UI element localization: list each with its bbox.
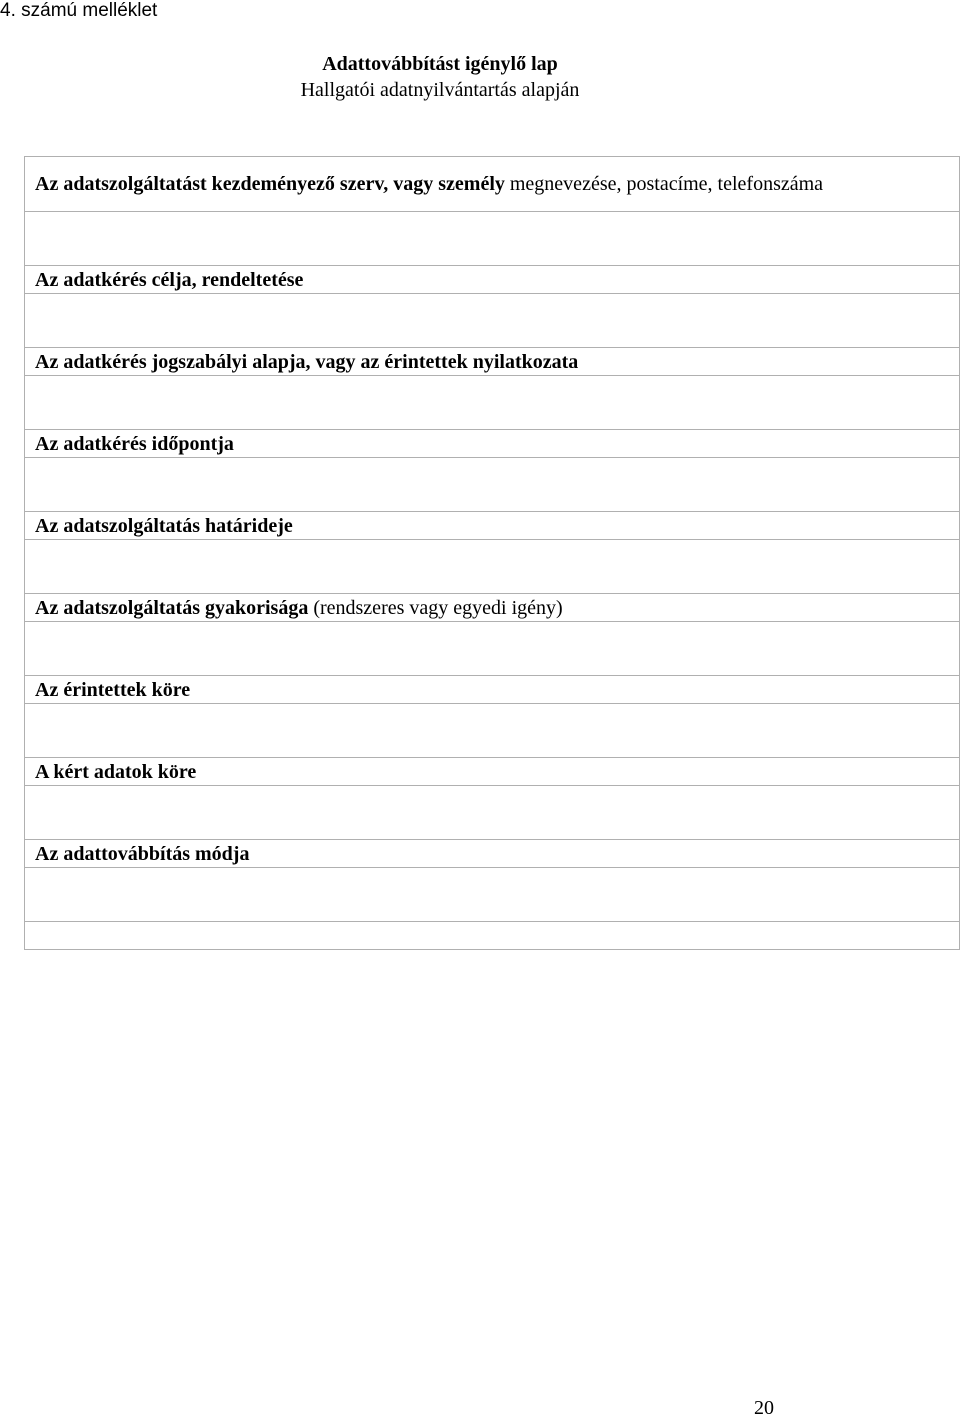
form-row-purpose-label xyxy=(25,266,960,294)
answer-field-legal-basis[interactable] xyxy=(25,376,960,430)
answer-field-deadline[interactable] xyxy=(25,540,960,594)
page-number: 20 xyxy=(754,1397,774,1419)
form-row-affected-label xyxy=(25,676,960,704)
form-row-frequency-answer xyxy=(25,622,960,676)
document-title: Adattovábbítást igénylő lap xyxy=(322,53,558,75)
form-row-frequency-label xyxy=(25,594,960,622)
field-label-frequency xyxy=(25,594,960,622)
form-row-purpose-answer xyxy=(25,294,960,348)
field-label-requester xyxy=(25,157,960,212)
answer-field-extra[interactable] xyxy=(25,922,960,950)
form-row-deadline-label xyxy=(25,512,960,540)
form-row-affected-answer xyxy=(25,704,960,758)
answer-field-purpose[interactable] xyxy=(25,294,960,348)
answer-field-affected-persons[interactable] xyxy=(25,704,960,758)
field-label-requested-data: A kért adatok köre xyxy=(25,758,960,786)
document-subtitle: Hallgatói adatnyilvántartás alapján xyxy=(300,79,580,101)
form-row-requester-label xyxy=(25,157,960,212)
field-label-frequency-rest: (rendszeres vagy egyedi igény) xyxy=(308,596,563,619)
field-label-affected-persons: Az érintettek köre xyxy=(25,676,960,704)
answer-field-transfer-method[interactable] xyxy=(25,868,960,922)
form-row-requester-answer xyxy=(25,212,960,266)
request-form-table xyxy=(24,156,960,950)
field-label-frequency-bold: Az adatszolgáltatás gyakorisága xyxy=(35,596,309,619)
answer-field-request-date[interactable] xyxy=(25,458,960,512)
answer-field-requester[interactable] xyxy=(25,212,960,266)
form-row-request-date-answer xyxy=(25,458,960,512)
form-row-transfer-method-label xyxy=(25,840,960,868)
field-label-purpose: Az adatkérés célja, rendeltetése xyxy=(25,266,960,294)
answer-field-requested-data[interactable] xyxy=(25,786,960,840)
form-row-legal-basis-answer xyxy=(25,376,960,430)
field-label-deadline: Az adatszolgáltatás határideje xyxy=(25,512,960,540)
form-row-requested-data-label xyxy=(25,758,960,786)
form-row-deadline-answer xyxy=(25,540,960,594)
annex-label: 4. számú melléklet xyxy=(0,0,158,21)
form-row-request-date-label xyxy=(25,430,960,458)
field-label-request-date: Az adatkérés időpontja xyxy=(25,430,960,458)
field-label-legal-basis: Az adatkérés jogszabályi alapja, vagy az érintettek nyilatkozata xyxy=(25,348,960,376)
answer-field-frequency[interactable] xyxy=(25,622,960,676)
form-row-requested-data-answer xyxy=(25,786,960,840)
form-row-transfer-method-answer xyxy=(25,868,960,922)
form-row-extra-answer xyxy=(25,922,960,950)
field-label-requester-bold: Az adatszolgáltatást kezdeményező szerv, vagy személy xyxy=(35,173,505,195)
field-label-requester-rest: megnevezése, postacíme, telefonszáma xyxy=(504,173,824,195)
field-label-transfer-method: Az adattovábbítás módja xyxy=(25,840,960,868)
form-row-legal-basis-label xyxy=(25,348,960,376)
